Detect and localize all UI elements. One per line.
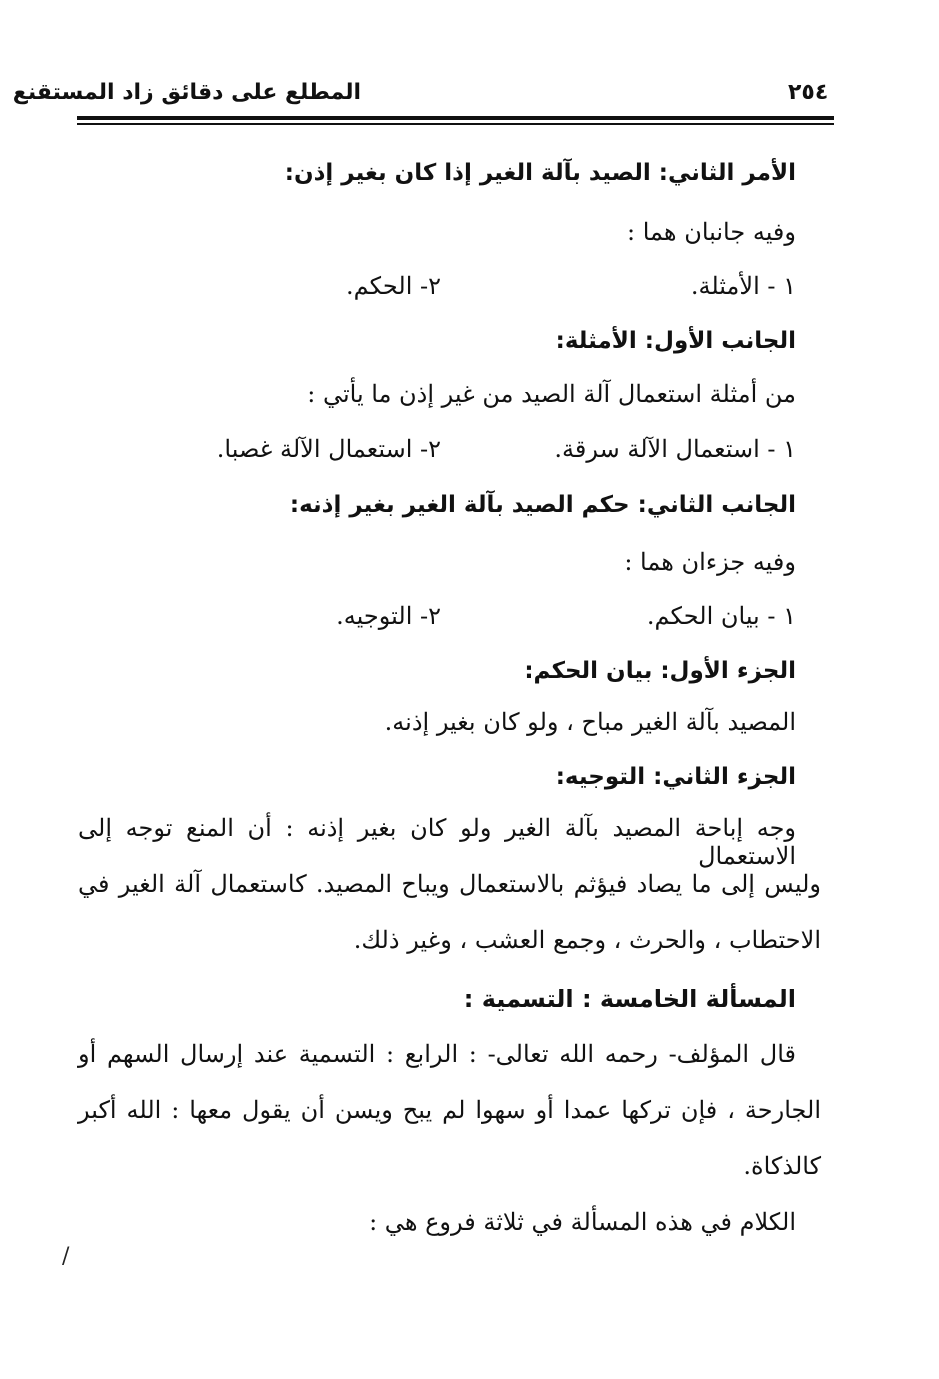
header-rule-thick (77, 116, 834, 120)
justification-line-2: وليس إلى ما يصاد فيؤثم بالاستعمال ويباح المصيد. كاستعمال آلة الغير في (78, 870, 821, 898)
aspect-item-ruling: ٢- الحكم. (346, 272, 441, 300)
example-usurpation: ٢- استعمال الآلة غصبا. (216, 435, 441, 463)
page-number: ٢٥٤ (788, 80, 829, 105)
closing-text: الكلام في هذه المسألة في ثلاثة فروع هي : (369, 1208, 796, 1236)
part-item-justification: ٢- التوجيه. (336, 602, 441, 630)
justification-line-3: الاحتطاب ، والحرث ، وجمع العشب ، وغير ذلك. (353, 926, 821, 954)
aspect-item-examples: ١ - الأمثلة. (690, 272, 796, 300)
running-header-title: المطلع على دقائق زاد المستقنع (12, 80, 361, 105)
header-rule-thin (77, 123, 834, 125)
margin-mark: / (62, 1244, 70, 1269)
quote-line-3: كالذكاة. (743, 1152, 821, 1180)
heading-second-matter: الأمر الثاني: الصيد بآلة الغير إذا كان بغير إذن: (284, 160, 796, 186)
quote-line-2: الجارحة ، فإن تركها عمدا أو سهوا لم يبح ويسن أن يقول معها : الله أكبر (78, 1096, 821, 1124)
ruling-text: المصيد بآلة الغير مباح ، ولو كان بغير إذنه. (384, 708, 796, 736)
heading-second-aspect: الجانب الثاني: حكم الصيد بآلة الغير بغير إذنه: (289, 492, 796, 518)
example-theft: ١ - استعمال الآلة سرقة. (554, 435, 796, 463)
section-heading-tasmiya: المسألة الخامسة : التسمية : (463, 985, 796, 1013)
heading-first-aspect: الجانب الأول: الأمثلة: (555, 328, 796, 354)
intro-two-parts: وفيه جزءان هما : (624, 548, 796, 576)
part-item-ruling: ١ - بيان الحكم. (646, 602, 796, 630)
heading-second-part: الجزء الثاني: التوجيه: (555, 764, 796, 790)
justification-line-1: وجه إباحة المصيد بآلة الغير ولو كان بغير إذنه : أن المنع توجه إلى الاستعمال (78, 814, 796, 870)
quote-line-1: قال المؤلف- رحمه الله تعالى- : الرابع : التسمية عند إرسال السهم أو (78, 1040, 796, 1068)
examples-intro: من أمثلة استعمال آلة الصيد من غير إذن ما يأتي : (307, 380, 796, 408)
heading-first-part: الجزء الأول: بيان الحكم: (524, 658, 796, 684)
intro-two-aspects: وفيه جانبان هما : (627, 218, 796, 246)
